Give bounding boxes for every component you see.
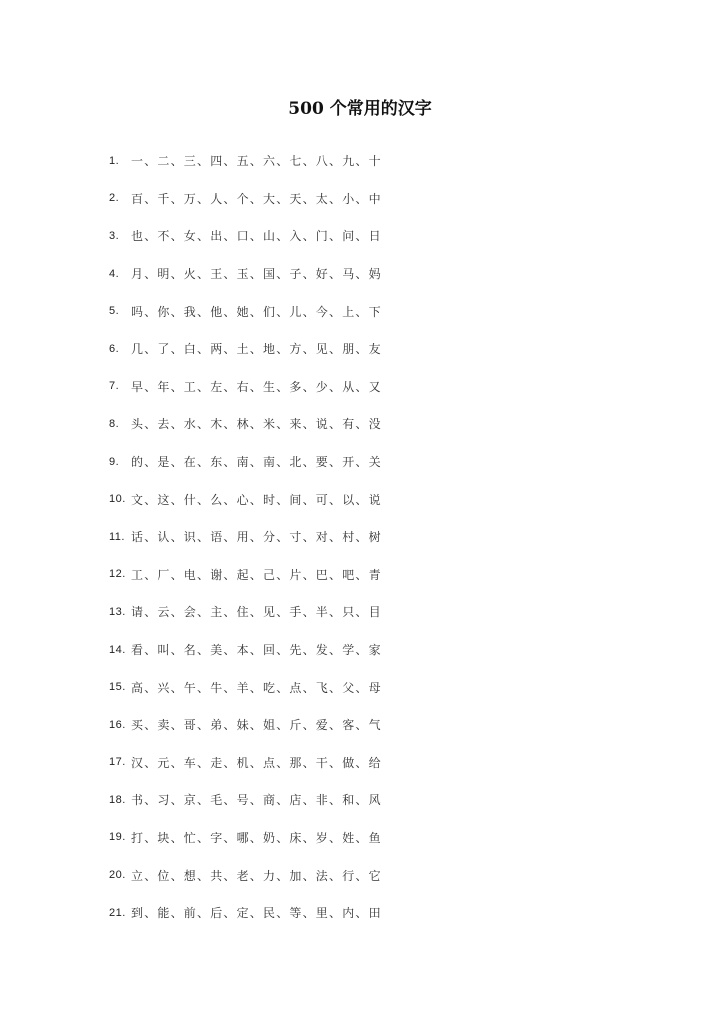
- line-number: 13.: [109, 605, 126, 618]
- list-item: [109, 217, 382, 255]
- line-number: 17.: [109, 756, 126, 769]
- list-item: [109, 518, 382, 556]
- list-item: [109, 142, 382, 180]
- line-characters: 立、位、想、共、老、力、加、法、行、它: [131, 868, 382, 883]
- line-characters: 几、了、白、两、土、地、方、见、朋、友: [131, 342, 382, 357]
- line-characters: 买、卖、哥、弟、妹、姐、斤、爱、客、气: [131, 718, 382, 733]
- line-number: 19.: [109, 831, 126, 844]
- line-number: 12.: [109, 568, 126, 581]
- line-characters: 汉、元、车、走、机、点、那、干、做、给: [131, 755, 382, 770]
- line-number: 15.: [109, 681, 126, 694]
- line-number: 10.: [109, 493, 126, 506]
- list-item: [109, 368, 382, 406]
- list-item: [109, 894, 382, 932]
- line-characters: 请、云、会、主、住、见、手、半、只、目: [131, 605, 382, 620]
- list-item: [109, 744, 382, 782]
- line-characters: 工、厂、电、谢、起、己、片、巴、吧、青: [131, 567, 382, 582]
- list-item: [109, 330, 382, 368]
- line-characters: 百、千、万、人、个、大、天、太、小、中: [131, 191, 382, 206]
- line-characters: 早、年、工、左、右、生、多、少、从、又: [131, 379, 382, 394]
- line-number: 18.: [109, 793, 126, 806]
- list-item: [109, 593, 382, 631]
- line-number: 5.: [109, 305, 120, 318]
- line-characters: 吗、你、我、他、她、们、儿、今、上、下: [131, 304, 382, 319]
- line-number: 11.: [109, 530, 125, 543]
- line-characters: 文、这、什、么、心、时、间、可、以、说: [131, 492, 382, 507]
- line-characters: 一、二、三、四、五、六、七、八、九、十: [131, 154, 382, 169]
- line-number: 3.: [109, 229, 120, 242]
- line-number: 14.: [109, 643, 126, 656]
- list-item: [109, 668, 382, 706]
- list-item: [109, 255, 382, 293]
- line-characters: 看、叫、名、美、本、回、先、发、学、家: [131, 643, 382, 658]
- line-number: 2.: [109, 192, 120, 205]
- character-list: [109, 142, 382, 931]
- line-number: 9.: [109, 455, 120, 468]
- line-characters: 头、去、水、木、林、米、来、说、有、没: [131, 417, 382, 432]
- line-number: 21.: [109, 906, 126, 919]
- line-number: 8.: [109, 417, 120, 430]
- line-number: 6.: [109, 342, 120, 355]
- line-number: 20.: [109, 869, 126, 882]
- list-item: [109, 819, 382, 857]
- line-characters: 也、不、女、出、口、山、入、门、问、日: [131, 229, 382, 244]
- list-item: [109, 480, 382, 518]
- list-item: [109, 180, 382, 218]
- list-item: [109, 443, 382, 481]
- list-item: [109, 556, 382, 594]
- list-item: [109, 781, 382, 819]
- line-characters: 高、兴、午、牛、羊、吃、点、飞、父、母: [131, 680, 382, 695]
- line-characters: 话、认、识、语、用、分、寸、对、村、树: [131, 530, 382, 545]
- line-characters: 到、能、前、后、定、民、等、里、内、田: [131, 906, 382, 921]
- line-number: 7.: [109, 380, 120, 393]
- line-characters: 月、明、火、王、玉、国、子、好、马、妈: [131, 267, 382, 282]
- line-number: 16.: [109, 718, 126, 731]
- list-item: [109, 292, 382, 330]
- list-item: [109, 706, 382, 744]
- line-number: 4.: [109, 267, 120, 280]
- line-number: 1.: [109, 154, 120, 167]
- page-title: 500 个常用的汉字: [288, 99, 432, 119]
- list-item: [109, 405, 382, 443]
- line-characters: 打、块、忙、字、哪、奶、床、岁、姓、鱼: [131, 830, 382, 845]
- line-characters: 的、是、在、东、南、南、北、要、开、关: [131, 455, 382, 470]
- list-item: [109, 856, 382, 894]
- list-item: [109, 631, 382, 669]
- line-characters: 书、习、京、毛、号、商、店、非、和、风: [131, 793, 382, 808]
